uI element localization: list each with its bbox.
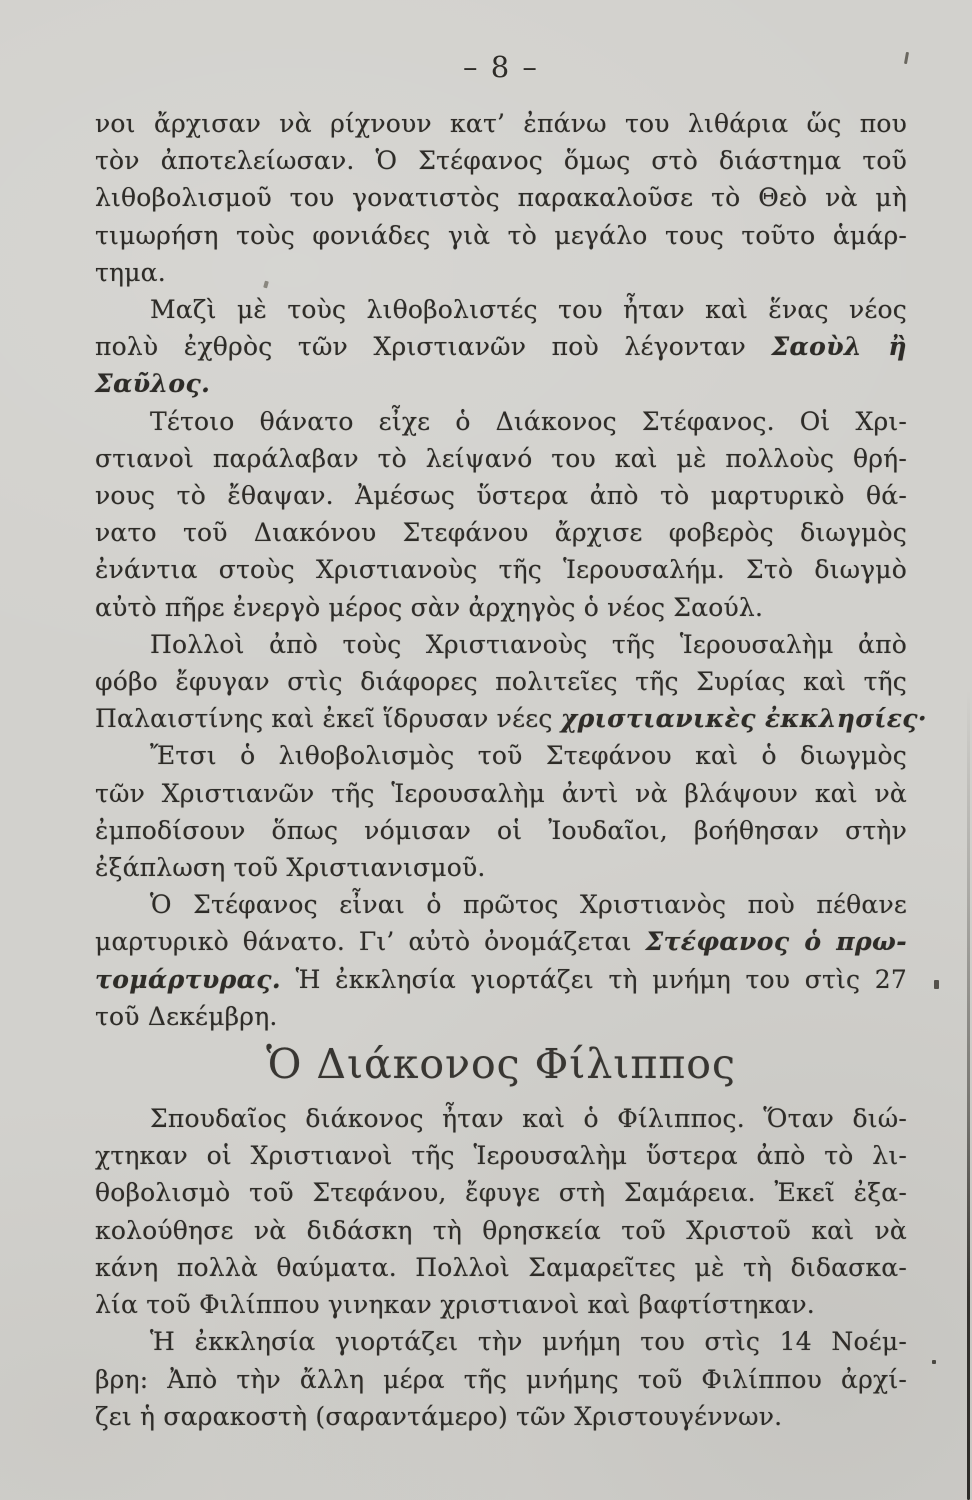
paragraph [95, 886, 907, 1035]
text-segment: Σπουδαῖος διάκονος ἦταν καὶ ὁ Φίλιππος. Ὅταν διώ- [150, 1104, 907, 1134]
text-segment: τῶν Χριστιανῶν τῆς Ἱερουσαλὴμ ἀντὶ νὰ βλάψουν καὶ νὰ [95, 778, 907, 808]
text-line [95, 998, 907, 1035]
text-flow [95, 105, 928, 1435]
text-segment: Μαζὶ μὲ τοὺς λιθοβολιστές του ἦταν καὶ ἕνας νέος [150, 295, 907, 325]
text-line [95, 1137, 907, 1174]
text-segment: φόβο ἔφυγαν στὶς διάφορες πολιτεῖες τῆς Συρίας καὶ τῆς [95, 667, 907, 697]
text-line [95, 514, 907, 551]
text-line [95, 775, 907, 812]
text-segment: μαρτυρικὸ θάνατο. Γι’ αὐτὸ ὀνομάζεται [95, 927, 646, 957]
text-segment: Ἡ ἐκκλησία γιορτάζει τὴ μνήμη του στὶς 27 [281, 964, 907, 994]
scan-artifact-edge-line [967, 690, 970, 1500]
text-segment: τιμωρήση τοὺς φονιάδες γιὰ τὸ μεγάλο τους τοῦτο ἁμάρ- [95, 220, 907, 250]
text-segment: ζει ἡ σαρακοστὴ (σαραντάμερο) τῶν Χριστουγέννων. [95, 1401, 783, 1431]
text-segment: Ὁ Στέφανος εἶναι ὁ πρῶτος Χριστιανὸς ποὺ πέθανε [150, 890, 907, 920]
emphasized-text: Σαῦλος. [95, 369, 211, 399]
emphasized-text: τομάρτυρας. [95, 964, 282, 994]
scan-artifact-speck [934, 980, 939, 989]
emphasized-text: Στέφανος ὁ πρω- [645, 927, 907, 957]
text-segment: κολούθησε νὰ διδάσκη τὴ θρησκεία τοῦ Χριστοῦ καὶ νὰ [95, 1215, 907, 1245]
text-segment: αὐτὸ πῆρε ἐνεργὸ μέρος σὰν ἀρχηγὸς ὁ νέος Σαούλ. [95, 592, 764, 622]
scan-artifact-speck [932, 1360, 936, 1364]
text-line [95, 1100, 907, 1137]
text-line [95, 886, 907, 923]
text-line [95, 812, 907, 849]
text-line [95, 365, 907, 402]
text-line [95, 179, 907, 216]
text-segment: στιανοὶ παράλαβαν τὸ λείψανό του καὶ μὲ πολλοὺς θρή- [95, 443, 907, 473]
text-segment: Παλαιστίνης καὶ ἐκεῖ ἵδρυσαν νέες [95, 704, 561, 734]
emphasized-text: Σαοὺλ ἢ [771, 332, 907, 362]
text-line [95, 1212, 907, 1249]
text-segment: πολὺ ἐχθρὸς τῶν Χριστιανῶν ποὺ λέγονταν [95, 332, 772, 362]
text-segment: νοι ἄρχισαν νὰ ρίχνουν κατ’ ἐπάνω του λιθάρια ὥς που [95, 109, 907, 138]
text-line [95, 328, 907, 365]
text-segment: τοῦ Δεκέμβρη. [95, 1001, 278, 1031]
paragraph [95, 291, 907, 403]
text-segment: λιθοβολισμοῦ του γονατιστὸς παρακαλοῦσε τὸ Θεὸ νὰ μὴ [95, 183, 907, 213]
text-line [95, 254, 907, 291]
text-line [95, 700, 928, 737]
text-line [95, 551, 907, 588]
paragraph [95, 626, 928, 738]
text-line [95, 477, 907, 514]
text-line [95, 626, 907, 663]
text-line [95, 737, 907, 774]
text-segment: νους τὸ ἔθαψαν. Ἀμέσως ὕστερα ἀπὸ τὸ μαρτυρικὸ θά- [95, 481, 907, 511]
text-segment: ἐξάπλωση τοῦ Χριστιανισμοῦ. [95, 853, 486, 883]
text-segment: Ἡ ἐκκλησία γιορτάζει τὴν μνήμη του στὶς 14 Νοέμ- [150, 1327, 907, 1357]
text-segment: λία τοῦ Φιλίππου γινηκαν χριστιανοὶ καὶ βαφτίστηκαν. [95, 1290, 815, 1320]
text-line [95, 440, 907, 477]
text-line [95, 589, 907, 626]
text-line [95, 1174, 907, 1211]
text-segment: Τέτοιο θάνατο εἶχε ὁ Διάκονος Στέφανος. Οἱ Χρι- [150, 406, 907, 436]
emphasized-text: χριστιανικὲς ἐκκλησίες· [560, 704, 928, 734]
text-line [95, 1323, 907, 1360]
paragraph [95, 737, 907, 886]
text-segment: ἐνάντια στοὺς Χριστιανοὺς τῆς Ἱερουσαλήμ. Στὸ διωγμὸ [95, 555, 907, 585]
text-segment: θοβολισμὸ τοῦ Στεφάνου, ἔφυγε στὴ Σαμάρεια. Ἐκεῖ ἐξα- [95, 1178, 907, 1208]
text-line [95, 663, 907, 700]
text-line [95, 217, 907, 254]
text-segment: βρη: Ἀπὸ τὴν ἄλλη μέρα τῆς μνήμης τοῦ Φιλίππου ἀρχί- [95, 1364, 907, 1394]
text-segment: Πολλοὶ ἀπὸ τοὺς Χριστιανοὺς τῆς Ἱερουσαλὴμ ἀπὸ [150, 629, 907, 659]
text-segment: τὸν ἀποτελείωσαν. Ὁ Στέφανος ὅμως στὸ διάστημα τοῦ [95, 146, 907, 176]
text-line [95, 1286, 907, 1323]
text-line [95, 961, 907, 998]
page-number: – 8 – [463, 50, 539, 84]
text-line [95, 291, 907, 328]
text-line [95, 1249, 907, 1286]
text-segment: ἐμποδίσουν ὅπως νόμισαν οἱ Ἰουδαῖοι, βοήθησαν στὴν [95, 815, 907, 845]
text-line [95, 849, 907, 886]
text-line [95, 1398, 907, 1435]
text-line [95, 923, 907, 960]
section-heading: Ὁ Διάκονος Φίλιππος [266, 1040, 736, 1089]
text-segment: κάνη πολλὰ θαύματα. Πολλοὶ Σαμαρεῖτες μὲ τὴ διδασκα- [95, 1252, 907, 1282]
scan-artifact-speck [904, 52, 909, 64]
paragraph [95, 105, 907, 291]
text-line [95, 1361, 907, 1398]
text-segment: νατο τοῦ Διακόνου Στεφάνου ἄρχισε φοβερὸς διωγμὸς [95, 518, 907, 548]
paragraph [95, 1100, 907, 1323]
paragraph [95, 1323, 907, 1435]
text-line [95, 105, 907, 142]
text-segment: Ἔτσι ὁ λιθοβολισμὸς τοῦ Στεφάνου καὶ ὁ διωγμὸς [150, 741, 907, 771]
text-line [95, 142, 907, 179]
paragraph [95, 403, 907, 626]
text-segment: χτηκαν οἱ Χριστιανοὶ τῆς Ἱερουσαλὴμ ὕστερα ἀπὸ τὸ λι- [95, 1141, 907, 1171]
text-line [95, 403, 907, 440]
text-segment: τημα. [95, 257, 166, 287]
